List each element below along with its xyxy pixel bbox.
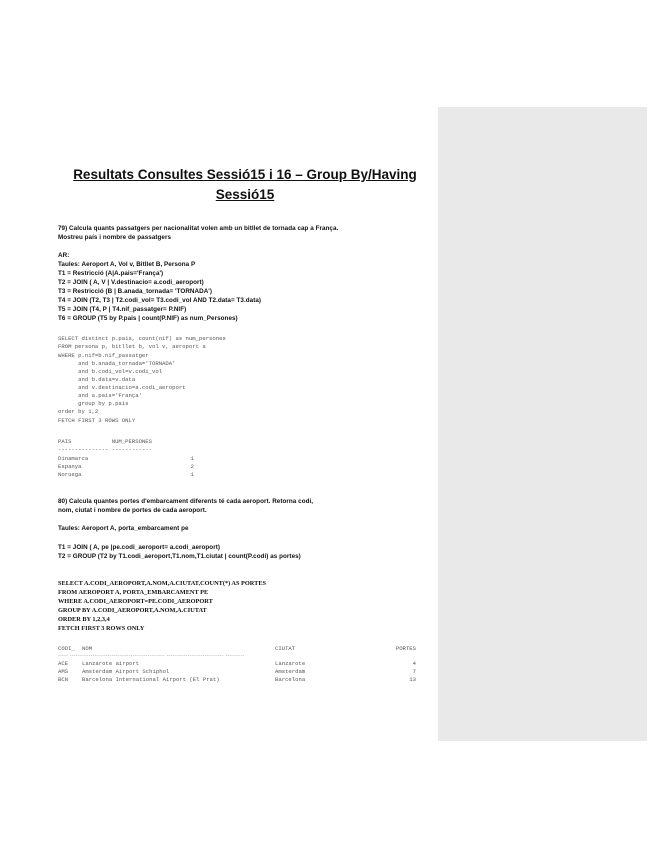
q80-result-row [58, 668, 418, 676]
q79-cell-pais: Noruega [58, 471, 82, 478]
q80-cell-portes: 13 [409, 676, 416, 683]
q80-cell-ciutat: Barcelona [275, 676, 306, 683]
q79-step: T2 = JOIN ( A, V | V.destinacio= a.codi_aeroport) [58, 279, 204, 286]
q79-cell-num: 1 [190, 471, 194, 478]
q79-cell-pais: Dinamarca [58, 455, 89, 462]
q79-cell-num: 2 [190, 463, 194, 470]
q79-sql-line: and b.codi_vol=v.codi_vol [58, 368, 163, 375]
q79-result-row [58, 455, 198, 463]
q80-sql-line: ORDER BY 1,2,3,4 [58, 616, 110, 623]
q80-tables: Taules: Aeroport A, porta_embarcament pe [58, 525, 189, 532]
q80-sql-line: GROUP BY A.CODI_AEROPORT,A.NOM,A.CIUTAT [58, 607, 207, 614]
q80-cell-nom: Amsterdam Airport Schiphol [82, 668, 170, 675]
q79-question-line-1: 79) Calcula quants passatgers per nacionalitat volen amb un bitllet de tornada cap a França. [58, 225, 339, 232]
q80-result-header [58, 645, 418, 653]
q80-sql-line: FETCH FIRST 3 ROWS ONLY [58, 625, 145, 632]
q80-cell-codi: ACE [58, 660, 69, 667]
q79-cell-num: 1 [190, 455, 194, 462]
q80-cell-portes: 4 [412, 660, 416, 667]
q79-step: T6 = GROUP (T5 by P.pais | count(P.NIF) as num_Persones) [58, 315, 238, 322]
q80-sql-line: WHERE A.CODI_AEROPORT=PE.CODI_AEROPORT [58, 598, 213, 605]
q80-result-row [58, 660, 418, 668]
q80-header-portes: PORTES [395, 645, 416, 652]
q79-step: Taules: Aeroport A, Vol v, Bitllet B, Persona P [58, 261, 196, 268]
q80-result-row [58, 676, 418, 684]
q80-cell-ciutat: Amsterdam [275, 668, 306, 675]
q80-cell-codi: BCN [58, 676, 69, 683]
q79-result-row [58, 471, 198, 479]
q80-header-nom: NOM [82, 645, 93, 652]
q79-step: T5 = JOIN (T4, P | T4.nif_passatger= P.NIF) [58, 306, 187, 313]
q80-cell-nom: Barcelona International Airport (El Prat) [82, 676, 220, 683]
q79-question-line-2: Mostreu país i nombre de passatgers [58, 234, 172, 241]
q79-ar-label: AR: [58, 252, 70, 259]
q80-cell-codi: AMS [58, 668, 69, 675]
q79-sql-line: order by 1,2 [58, 408, 99, 415]
document-title: Resultats Consultes Sessió15 i 16 – Group By/Having Sessió15 [73, 167, 417, 202]
q80-sql-line: FROM AEROPORT A, PORTA_EMBARCAMENT PE [58, 589, 209, 596]
q80-question-line-2: nom, ciutat i nombre de portes de cada aeroport. [58, 507, 207, 514]
q80-question-line-1: 80) Calcula quantes portes d'embarcament diferents té cada aeroport. Retorna codi, [58, 498, 314, 505]
q79-step: T1 = Restricció (A|A.pais='França') [58, 270, 164, 277]
comments-pane [438, 107, 647, 741]
q80-header-codi: CODI_ [58, 645, 75, 652]
q79-step: T4 = JOIN (T2, T3 | T2.codi_vol= T3.codi_vol AND T2.data= T3.data) [58, 297, 262, 304]
q80-step: T1 = JOIN ( A, pe |pe.codi_aeroport= a.codi_aeroport) [58, 544, 220, 551]
q79-sql-line: group by p.pais [58, 400, 129, 407]
q79-result-separator: --------------- ------------ [58, 446, 152, 453]
q79-sql-line: and a.pais='França' [58, 392, 142, 399]
q79-sql-line: and b.anada_tornada='TORNADA' [58, 360, 176, 367]
q79-cell-pais: Espanya [58, 463, 82, 470]
q80-header-ciutat: CIUTAT [275, 645, 296, 652]
q80-cell-nom: Lanzarote airport [82, 660, 140, 667]
q80-result-separator: ----- -------------------------------------------------- ------------------------------ ---------- [58, 654, 245, 658]
q80-step: T2 = GROUP (T2 by T1.codi_aeroport,T1.nom,T1.ciutat | count(P.codi) as portes) [58, 553, 301, 560]
q79-sql-line: SELECT distinct p.pais, count(nif) as num_persones [58, 335, 226, 342]
q80-cell-portes: 7 [412, 668, 416, 675]
q79-sql-line: and b.data=v.data [58, 376, 136, 383]
q79-result-row [58, 463, 198, 471]
q79-sql-line: FROM persona p, bitllet b, vol v, aeroport a [58, 343, 206, 350]
q80-cell-ciutat: Lanzarote [275, 660, 306, 667]
q79-result-header: PAIS NUM_PERSONES [58, 438, 152, 445]
q79-step: T3 = Restricció (B | B.anada_tornada= 'TORNADA') [58, 288, 213, 295]
q80-sql-line: SELECT A.CODI_AEROPORT,A.NOM,A.CIUTAT,COUNT(*) AS PORTES [58, 580, 267, 587]
q79-sql-line: and v.destinacio=a.codi_aeroport [58, 384, 186, 391]
q79-sql-line: FETCH FIRST 3 ROWS ONLY [58, 417, 136, 424]
q79-sql-line: WHERE p.nif=b.nif_passatger [58, 352, 149, 359]
